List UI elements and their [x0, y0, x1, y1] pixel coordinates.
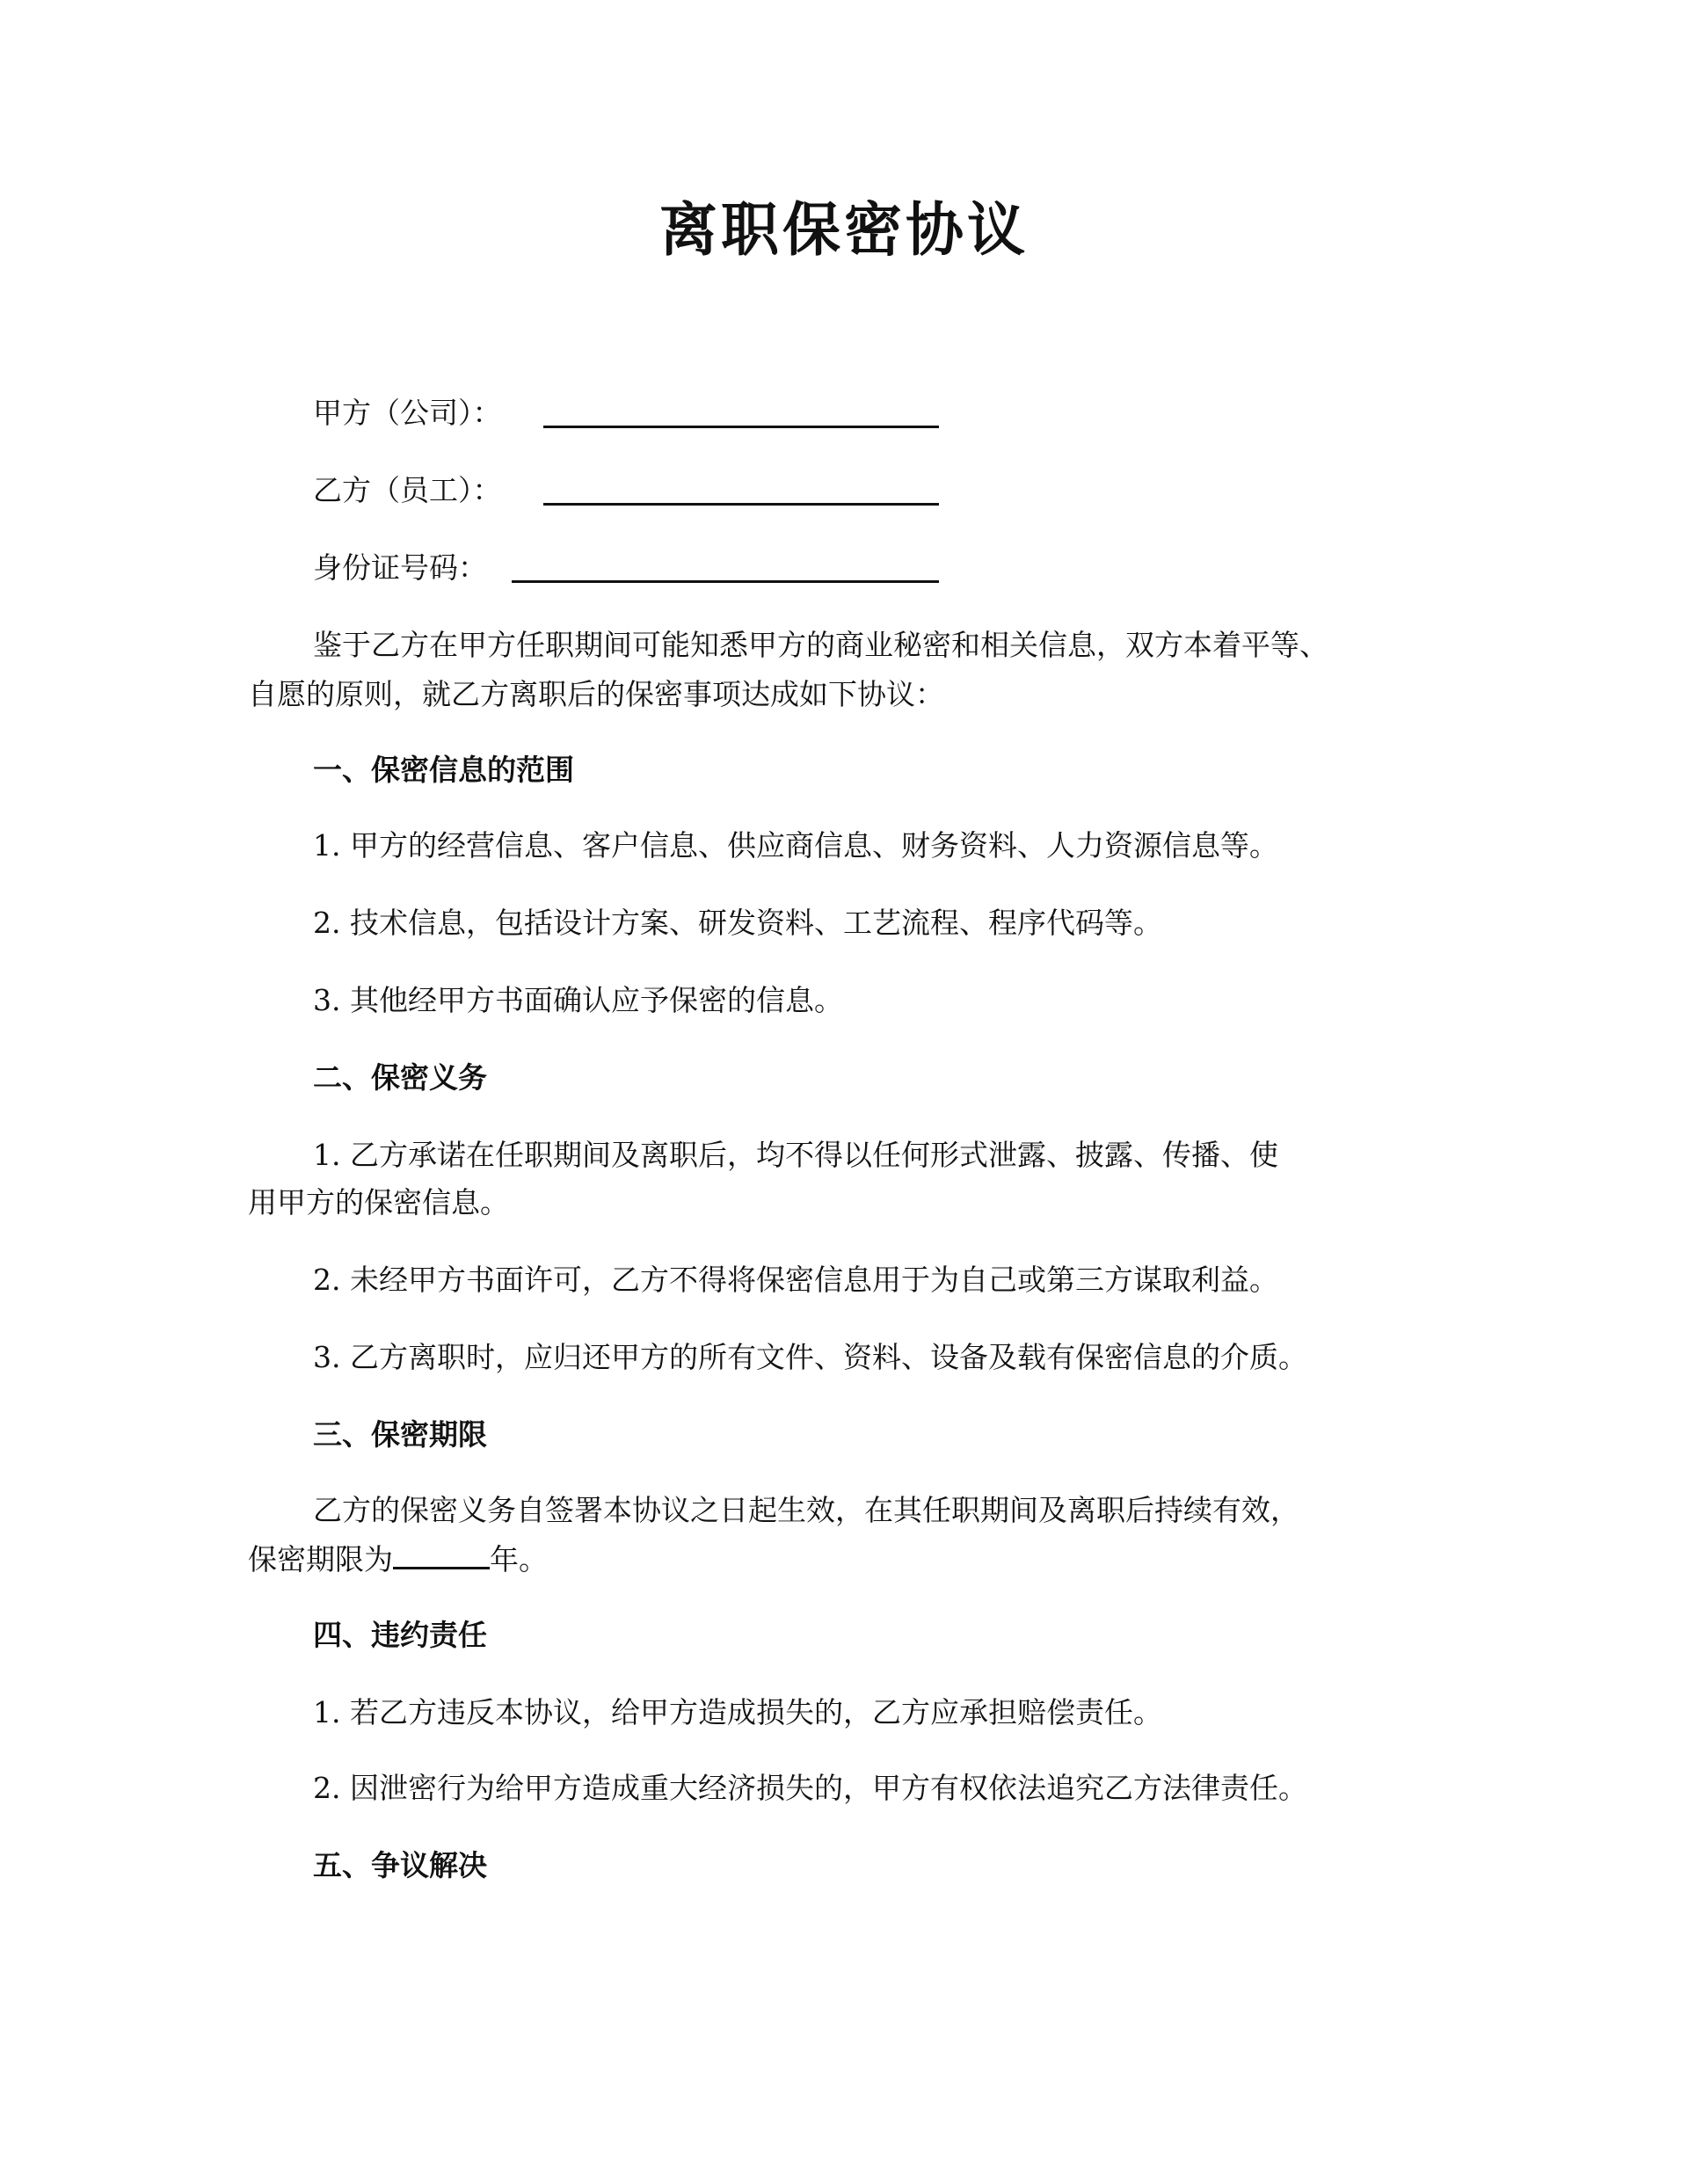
term-suffix: 年。 [490, 1542, 548, 1576]
section-1-heading: 一、保密信息的范围 [313, 753, 574, 787]
section-4-heading: 四、违约责任 [313, 1618, 487, 1652]
section-3-line-2 [248, 1540, 548, 1579]
party-b-blank[interactable] [543, 503, 939, 506]
id-number-label: 身份证号码： [313, 550, 487, 585]
term-years-blank[interactable] [393, 1540, 490, 1569]
section-5-heading: 五、争议解决 [313, 1848, 487, 1882]
party-a-blank[interactable] [543, 426, 939, 428]
section-3-heading: 三、保密期限 [313, 1417, 487, 1452]
section-2-item-1-line-2: 用甲方的保密信息。 [248, 1185, 509, 1219]
term-prefix: 保密期限为 [248, 1542, 393, 1576]
id-number-blank[interactable] [512, 580, 939, 583]
section-2-heading: 二、保密义务 [313, 1060, 487, 1095]
section-2-item-1-line-1: 1. 乙方承诺在任职期间及离职后，均不得以任何形式泄露、披露、传播、使 [313, 1138, 1278, 1172]
document-title: 离职保密协议 [659, 196, 1029, 264]
preamble-line-1: 鉴于乙方在甲方任职期间可能知悉甲方的商业秘密和相关信息，双方本着平等、 [313, 628, 1328, 662]
section-1-item-3: 3. 其他经甲方书面确认应予保密的信息。 [313, 983, 843, 1017]
section-2-item-3: 3. 乙方离职时，应归还甲方的所有文件、资料、设备及载有保密信息的介质。 [313, 1340, 1307, 1374]
section-4-item-2: 2. 因泄密行为给甲方造成重大经济损失的，甲方有权依法追究乙方法律责任。 [313, 1771, 1307, 1805]
preamble-line-2: 自愿的原则，就乙方离职后的保密事项达成如下协议： [248, 677, 944, 711]
party-a-label: 甲方（公司）： [313, 396, 502, 430]
section-2-item-2: 2. 未经甲方书面许可，乙方不得将保密信息用于为自己或第三方谋取利益。 [313, 1263, 1278, 1297]
section-4-item-1: 1. 若乙方违反本协议，给甲方造成损失的，乙方应承担赔偿责任。 [313, 1695, 1162, 1729]
section-1-item-2: 2. 技术信息，包括设计方案、研发资料、工艺流程、程序代码等。 [313, 906, 1162, 940]
section-3-line-1: 乙方的保密义务自签署本协议之日起生效，在其任职期间及离职后持续有效， [313, 1493, 1299, 1527]
party-b-label: 乙方（员工）： [313, 473, 502, 507]
section-1-item-1: 1. 甲方的经营信息、客户信息、供应商信息、财务资料、人力资源信息等。 [313, 828, 1278, 863]
